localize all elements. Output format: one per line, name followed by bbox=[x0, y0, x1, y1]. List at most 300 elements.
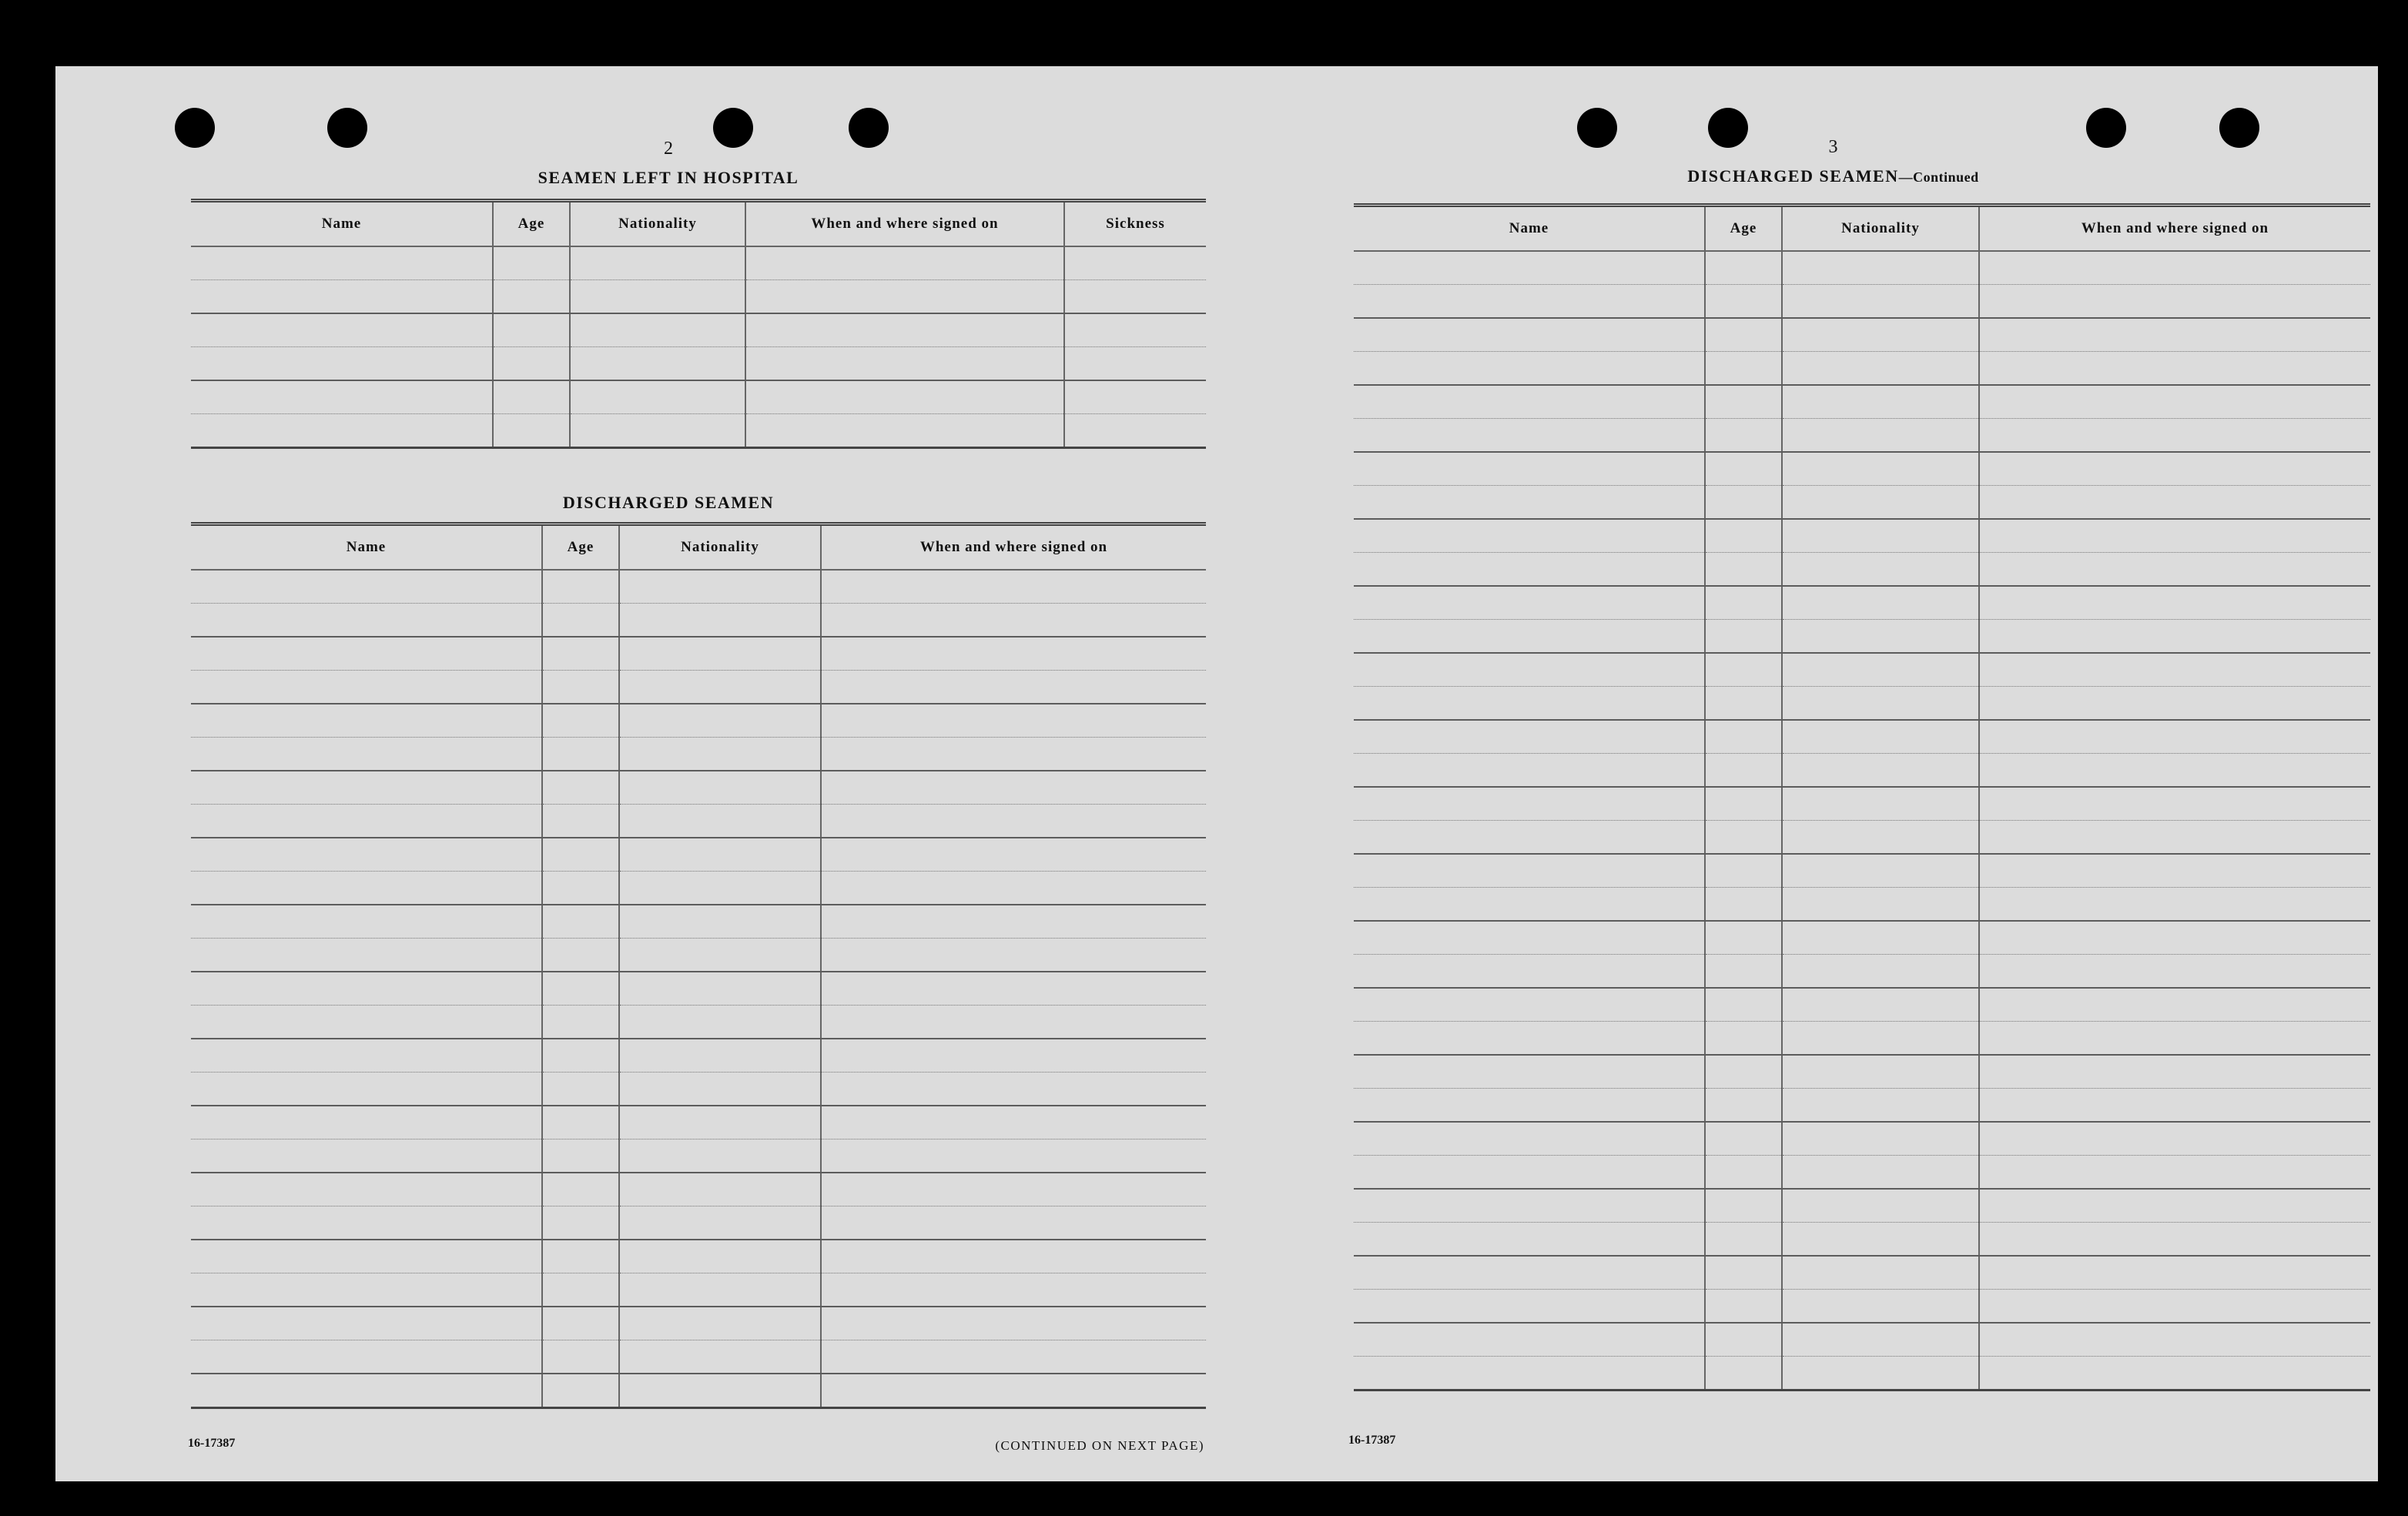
table-row bbox=[1354, 318, 2370, 352]
blank-cell bbox=[1979, 1189, 2370, 1223]
blank-cell bbox=[493, 313, 570, 347]
blank-cell bbox=[542, 1039, 619, 1073]
blank-cell bbox=[1979, 251, 2370, 285]
table-row bbox=[1354, 921, 2370, 955]
blank-cell bbox=[1354, 888, 1705, 922]
blank-cell bbox=[821, 1206, 1206, 1240]
blank-cell bbox=[619, 1073, 821, 1106]
table-row bbox=[1354, 285, 2370, 319]
blank-cell bbox=[821, 1340, 1206, 1374]
blank-cell bbox=[191, 1039, 542, 1073]
blank-cell bbox=[1705, 754, 1782, 788]
blank-cell bbox=[191, 771, 542, 805]
table-header-row bbox=[1354, 206, 2370, 252]
blank-cell bbox=[1782, 1256, 1979, 1290]
blank-cell bbox=[1354, 1323, 1705, 1357]
table-row bbox=[191, 972, 1206, 1006]
blank-cell bbox=[619, 972, 821, 1006]
blank-cell bbox=[1979, 1156, 2370, 1190]
hospital-section-title: SEAMEN LEFT IN HOSPITAL bbox=[538, 168, 799, 187]
blank-cell bbox=[191, 1273, 542, 1307]
blank-cell bbox=[1064, 414, 1206, 448]
blank-cell bbox=[1705, 486, 1782, 520]
blank-cell bbox=[1782, 1089, 1979, 1123]
table-row bbox=[191, 738, 1206, 771]
blank-cell bbox=[1979, 452, 2370, 486]
blank-cell bbox=[1705, 419, 1782, 453]
table-row bbox=[1354, 553, 2370, 587]
blank-cell bbox=[821, 1240, 1206, 1273]
blank-cell bbox=[1979, 385, 2370, 419]
blank-cell bbox=[1782, 1156, 1979, 1190]
blank-cell bbox=[542, 1374, 619, 1408]
discharged-table bbox=[191, 522, 1206, 1409]
blank-cell bbox=[821, 1073, 1206, 1106]
table-row bbox=[1354, 1357, 2370, 1391]
blank-cell bbox=[191, 380, 493, 414]
blank-cell bbox=[1782, 921, 1979, 955]
blank-cell bbox=[191, 1374, 542, 1408]
table-row bbox=[191, 1073, 1206, 1106]
blank-cell bbox=[542, 1106, 619, 1140]
blank-cell bbox=[1782, 1223, 1979, 1257]
blank-cell bbox=[1782, 385, 1979, 419]
blank-cell bbox=[745, 280, 1064, 314]
table-header-row bbox=[191, 201, 1206, 247]
blank-cell bbox=[619, 704, 821, 738]
table-row bbox=[191, 905, 1206, 939]
blank-cell bbox=[619, 1039, 821, 1073]
column-header-nationality: Nationality bbox=[1782, 206, 1979, 252]
blank-cell bbox=[619, 1307, 821, 1340]
blank-cell bbox=[1979, 285, 2370, 319]
blank-cell bbox=[493, 414, 570, 448]
table-row bbox=[191, 1106, 1206, 1140]
table-row bbox=[191, 570, 1206, 604]
table-row bbox=[1354, 754, 2370, 788]
column-header-name: Name bbox=[191, 524, 542, 571]
left-page bbox=[132, 66, 1204, 1481]
table-row bbox=[1354, 888, 2370, 922]
column-header-sickness: Sickness bbox=[1064, 201, 1206, 247]
blank-cell bbox=[821, 1140, 1206, 1173]
blank-cell bbox=[1782, 687, 1979, 721]
blank-cell bbox=[1782, 553, 1979, 587]
blank-cell bbox=[619, 1273, 821, 1307]
blank-cell bbox=[191, 671, 542, 704]
blank-cell bbox=[1782, 620, 1979, 654]
blank-cell bbox=[1782, 1323, 1979, 1357]
blank-cell bbox=[1782, 352, 1979, 386]
blank-cell bbox=[1705, 955, 1782, 989]
table-row bbox=[191, 1307, 1206, 1340]
blank-cell bbox=[1354, 1156, 1705, 1190]
blank-cell bbox=[1782, 419, 1979, 453]
blank-cell bbox=[821, 972, 1206, 1006]
blank-cell bbox=[821, 1173, 1206, 1206]
blank-cell bbox=[1354, 687, 1705, 721]
blank-cell bbox=[745, 246, 1064, 280]
blank-cell bbox=[619, 637, 821, 671]
blank-cell bbox=[542, 838, 619, 872]
blank-cell bbox=[1705, 1357, 1782, 1391]
blank-cell bbox=[821, 738, 1206, 771]
blank-cell bbox=[1705, 352, 1782, 386]
blank-cell bbox=[191, 838, 542, 872]
blank-cell bbox=[619, 1340, 821, 1374]
table-row bbox=[1354, 687, 2370, 721]
blank-cell bbox=[1782, 285, 1979, 319]
blank-cell bbox=[1979, 653, 2370, 687]
blank-cell bbox=[1979, 1022, 2370, 1056]
blank-cell bbox=[542, 939, 619, 972]
blank-cell bbox=[1354, 988, 1705, 1022]
blank-cell bbox=[619, 838, 821, 872]
blank-cell bbox=[1354, 519, 1705, 553]
blank-cell bbox=[1979, 787, 2370, 821]
blank-cell bbox=[1705, 318, 1782, 352]
blank-cell bbox=[1782, 955, 1979, 989]
table-row bbox=[1354, 620, 2370, 654]
blank-cell bbox=[542, 972, 619, 1006]
blank-cell bbox=[821, 838, 1206, 872]
column-header-nationality: Nationality bbox=[570, 201, 745, 247]
blank-cell bbox=[745, 313, 1064, 347]
blank-cell bbox=[619, 570, 821, 604]
blank-cell bbox=[1782, 754, 1979, 788]
blank-cell bbox=[1979, 1122, 2370, 1156]
blank-cell bbox=[1782, 586, 1979, 620]
blank-cell bbox=[1979, 1323, 2370, 1357]
blank-cell bbox=[1979, 720, 2370, 754]
blank-cell bbox=[191, 1073, 542, 1106]
blank-cell bbox=[619, 905, 821, 939]
table-row bbox=[191, 872, 1206, 905]
table-row bbox=[191, 1173, 1206, 1206]
blank-cell bbox=[191, 1340, 542, 1374]
blank-cell bbox=[1782, 486, 1979, 520]
blank-cell bbox=[821, 604, 1206, 638]
table-row bbox=[1354, 720, 2370, 754]
table-row bbox=[1354, 854, 2370, 888]
blank-cell bbox=[1705, 519, 1782, 553]
blank-cell bbox=[570, 380, 745, 414]
blank-cell bbox=[191, 1206, 542, 1240]
table-row bbox=[1354, 988, 2370, 1022]
blank-cell bbox=[1782, 787, 1979, 821]
blank-cell bbox=[821, 1374, 1206, 1408]
blank-cell bbox=[570, 414, 745, 448]
blank-cell bbox=[191, 604, 542, 638]
table-row bbox=[191, 671, 1206, 704]
blank-cell bbox=[542, 872, 619, 905]
blank-cell bbox=[821, 704, 1206, 738]
blank-cell bbox=[542, 637, 619, 671]
blank-cell bbox=[570, 347, 745, 381]
blank-cell bbox=[1705, 653, 1782, 687]
blank-cell bbox=[821, 939, 1206, 972]
table-row bbox=[191, 939, 1206, 972]
blank-cell bbox=[1354, 720, 1705, 754]
blank-cell bbox=[542, 805, 619, 838]
blank-cell bbox=[191, 1173, 542, 1206]
column-header-age: Age bbox=[1705, 206, 1782, 252]
blank-cell bbox=[821, 872, 1206, 905]
blank-cell bbox=[1064, 380, 1206, 414]
column-header-name: Name bbox=[191, 201, 493, 247]
blank-cell bbox=[191, 280, 493, 314]
blank-cell bbox=[191, 414, 493, 448]
blank-cell bbox=[1705, 1055, 1782, 1089]
table-row bbox=[191, 1374, 1206, 1408]
table-row bbox=[1354, 251, 2370, 285]
blank-cell bbox=[1064, 280, 1206, 314]
blank-cell bbox=[542, 1073, 619, 1106]
blank-cell bbox=[1705, 1290, 1782, 1324]
blank-cell bbox=[1705, 586, 1782, 620]
blank-cell bbox=[1705, 921, 1782, 955]
blank-cell bbox=[1979, 620, 2370, 654]
blank-cell bbox=[1979, 1256, 2370, 1290]
blank-cell bbox=[1354, 285, 1705, 319]
blank-cell bbox=[1979, 553, 2370, 587]
blank-cell bbox=[493, 280, 570, 314]
table-row bbox=[191, 805, 1206, 838]
page-number: 2 bbox=[664, 139, 673, 159]
blank-cell bbox=[1705, 1156, 1782, 1190]
blank-cell bbox=[1782, 821, 1979, 855]
blank-cell bbox=[1705, 1256, 1782, 1290]
blank-cell bbox=[542, 738, 619, 771]
blank-cell bbox=[191, 905, 542, 939]
table-row bbox=[1354, 1122, 2370, 1156]
blank-cell bbox=[1354, 787, 1705, 821]
table-row bbox=[1354, 1055, 2370, 1089]
blank-cell bbox=[1354, 385, 1705, 419]
table-row bbox=[1354, 385, 2370, 419]
blank-cell bbox=[1705, 1122, 1782, 1156]
column-header-signed-on: When and where signed on bbox=[821, 524, 1206, 571]
blank-cell bbox=[821, 570, 1206, 604]
table-row bbox=[191, 1006, 1206, 1039]
blank-cell bbox=[191, 1006, 542, 1039]
table-row bbox=[191, 1206, 1206, 1240]
blank-cell bbox=[191, 738, 542, 771]
blank-cell bbox=[1782, 318, 1979, 352]
blank-cell bbox=[493, 347, 570, 381]
blank-cell bbox=[745, 380, 1064, 414]
blank-cell bbox=[821, 1273, 1206, 1307]
blank-cell bbox=[542, 604, 619, 638]
blank-cell bbox=[1064, 246, 1206, 280]
table-row bbox=[191, 1340, 1206, 1374]
column-header-signed-on: When and where signed on bbox=[745, 201, 1064, 247]
blank-cell bbox=[1705, 553, 1782, 587]
blank-cell bbox=[542, 1307, 619, 1340]
table-row bbox=[1354, 1323, 2370, 1357]
table-row bbox=[1354, 955, 2370, 989]
blank-cell bbox=[821, 1039, 1206, 1073]
blank-cell bbox=[1979, 318, 2370, 352]
table-row bbox=[191, 1273, 1206, 1307]
blank-cell bbox=[1782, 1189, 1979, 1223]
blank-cell bbox=[191, 347, 493, 381]
blank-cell bbox=[1782, 1357, 1979, 1391]
table-row bbox=[191, 1039, 1206, 1073]
blank-cell bbox=[1979, 955, 2370, 989]
blank-cell bbox=[1705, 988, 1782, 1022]
blank-cell bbox=[1979, 419, 2370, 453]
table-row bbox=[1354, 486, 2370, 520]
blank-cell bbox=[1705, 854, 1782, 888]
form-number: 16-17387 bbox=[188, 1437, 236, 1450]
blank-cell bbox=[191, 637, 542, 671]
blank-cell bbox=[821, 1006, 1206, 1039]
continuation-note: (CONTINUED ON NEXT PAGE) bbox=[995, 1438, 1204, 1453]
hospital-table bbox=[191, 199, 1206, 449]
blank-cell bbox=[1979, 921, 2370, 955]
blank-cell bbox=[1782, 251, 1979, 285]
blank-cell bbox=[542, 1240, 619, 1273]
blank-cell bbox=[619, 1240, 821, 1273]
blank-cell bbox=[821, 1106, 1206, 1140]
blank-cell bbox=[1705, 687, 1782, 721]
blank-cell bbox=[191, 704, 542, 738]
blank-cell bbox=[1705, 251, 1782, 285]
form-number: 16-17387 bbox=[1348, 1434, 1396, 1447]
blank-cell bbox=[191, 972, 542, 1006]
blank-cell bbox=[1354, 653, 1705, 687]
blank-cell bbox=[191, 246, 493, 280]
table-row bbox=[1354, 787, 2370, 821]
blank-cell bbox=[1979, 486, 2370, 520]
blank-cell bbox=[1705, 1223, 1782, 1257]
table-header-row bbox=[191, 524, 1206, 571]
blank-cell bbox=[745, 414, 1064, 448]
blank-cell bbox=[1979, 1089, 2370, 1123]
blank-cell bbox=[1705, 452, 1782, 486]
blank-cell bbox=[821, 771, 1206, 805]
blank-cell bbox=[1354, 1223, 1705, 1257]
blank-cell bbox=[1354, 318, 1705, 352]
blank-cell bbox=[570, 313, 745, 347]
blank-cell bbox=[542, 1340, 619, 1374]
blank-cell bbox=[191, 1106, 542, 1140]
table-row bbox=[191, 1240, 1206, 1273]
table-row bbox=[191, 414, 1206, 448]
blank-cell bbox=[191, 1307, 542, 1340]
blank-cell bbox=[821, 637, 1206, 671]
blank-cell bbox=[542, 570, 619, 604]
blank-cell bbox=[1354, 821, 1705, 855]
blank-cell bbox=[821, 805, 1206, 838]
blank-cell bbox=[1705, 285, 1782, 319]
column-header-name: Name bbox=[1354, 206, 1705, 252]
blank-cell bbox=[1782, 1055, 1979, 1089]
blank-cell bbox=[1705, 821, 1782, 855]
blank-cell bbox=[745, 347, 1064, 381]
blank-cell bbox=[1705, 1089, 1782, 1123]
blank-cell bbox=[1354, 586, 1705, 620]
blank-cell bbox=[1354, 251, 1705, 285]
blank-cell bbox=[191, 939, 542, 972]
table-row bbox=[1354, 519, 2370, 553]
blank-cell bbox=[1782, 888, 1979, 922]
blank-cell bbox=[493, 246, 570, 280]
table-row bbox=[191, 246, 1206, 280]
table-row bbox=[1354, 1223, 2370, 1257]
blank-cell bbox=[542, 671, 619, 704]
blank-cell bbox=[1354, 1357, 1705, 1391]
blank-cell bbox=[542, 1206, 619, 1240]
blank-cell bbox=[1979, 1223, 2370, 1257]
blank-cell bbox=[619, 1374, 821, 1408]
blank-cell bbox=[1782, 1290, 1979, 1324]
blank-cell bbox=[191, 570, 542, 604]
blank-cell bbox=[191, 1140, 542, 1173]
table-row bbox=[1354, 653, 2370, 687]
blank-cell bbox=[619, 805, 821, 838]
page-number: 3 bbox=[1828, 137, 1838, 157]
blank-cell bbox=[1705, 720, 1782, 754]
blank-cell bbox=[1705, 787, 1782, 821]
blank-cell bbox=[1979, 519, 2370, 553]
blank-cell bbox=[1354, 553, 1705, 587]
table-row bbox=[191, 280, 1206, 314]
blank-cell bbox=[191, 313, 493, 347]
blank-cell bbox=[1354, 1022, 1705, 1056]
title-continued: —Continued bbox=[1898, 169, 1979, 185]
blank-cell bbox=[1705, 1022, 1782, 1056]
blank-cell bbox=[542, 1273, 619, 1307]
blank-cell bbox=[1064, 347, 1206, 381]
blank-cell bbox=[191, 872, 542, 905]
discharged-continued-title bbox=[1296, 166, 2370, 186]
blank-cell bbox=[1354, 1089, 1705, 1123]
blank-cell bbox=[619, 1106, 821, 1140]
table-row bbox=[1354, 1156, 2370, 1190]
blank-cell bbox=[1705, 888, 1782, 922]
blank-cell bbox=[619, 1140, 821, 1173]
blank-cell bbox=[821, 1307, 1206, 1340]
blank-cell bbox=[1782, 988, 1979, 1022]
blank-cell bbox=[1354, 486, 1705, 520]
blank-cell bbox=[1782, 1022, 1979, 1056]
column-header-age: Age bbox=[542, 524, 619, 571]
table-row bbox=[1354, 586, 2370, 620]
blank-cell bbox=[619, 738, 821, 771]
blank-cell bbox=[1782, 452, 1979, 486]
table-row bbox=[1354, 352, 2370, 386]
table-row bbox=[1354, 1290, 2370, 1324]
blank-cell bbox=[619, 1006, 821, 1039]
blank-cell bbox=[1705, 1189, 1782, 1223]
blank-cell bbox=[493, 380, 570, 414]
blank-cell bbox=[1979, 586, 2370, 620]
blank-cell bbox=[1354, 1256, 1705, 1290]
blank-cell bbox=[542, 1140, 619, 1173]
ledger-sheet bbox=[55, 66, 2378, 1481]
table-row bbox=[191, 313, 1206, 347]
blank-cell bbox=[1064, 313, 1206, 347]
blank-cell bbox=[1354, 1290, 1705, 1324]
blank-cell bbox=[821, 671, 1206, 704]
table-row bbox=[1354, 452, 2370, 486]
blank-cell bbox=[619, 604, 821, 638]
blank-cell bbox=[191, 1240, 542, 1273]
blank-cell bbox=[542, 1173, 619, 1206]
blank-cell bbox=[542, 771, 619, 805]
